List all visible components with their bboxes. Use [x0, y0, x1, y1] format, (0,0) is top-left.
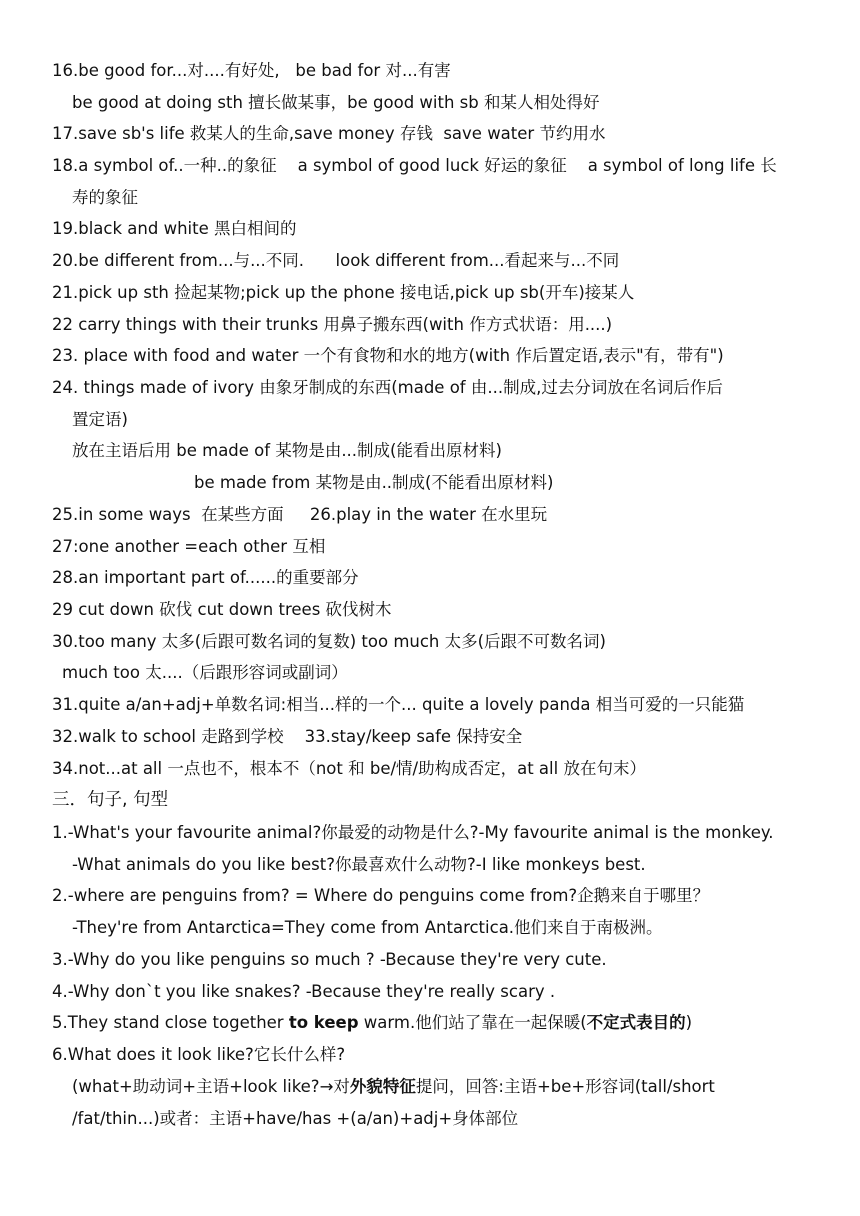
vocab-item-30: 30.too many 太多(后跟可数名词的复数) too much 太多(后跟不可数名词): [52, 632, 606, 651]
sentence-6-note-part-1: (what+助动词+主语+look like?→对: [72, 1077, 350, 1096]
vocab-item-22: 22 carry things with their trunks 用鼻子搬东西(with 作方式状语：用....): [52, 315, 613, 334]
sentence-5-bold-note: 不定式表目的: [586, 1013, 686, 1032]
vocab-item-24: 24. things made of ivory 由象牙制成的东西(made of 由...制成,过去分词放在名词后作后: [52, 378, 723, 397]
sentence-5-part-2: warm.他们站了靠在一起保暖(: [358, 1013, 587, 1032]
vocab-item-24-cont: 置定语): [72, 410, 128, 429]
sentence-6-bold-appearance: 外貌特征: [349, 1077, 416, 1096]
vocab-item-29: 29 cut down 砍伐 cut down trees 砍伐树木: [52, 600, 392, 619]
vocab-item-34: 34.not...at all 一点也不，根本不（not 和 be/情/助构成否定，at all 放在句末）: [52, 759, 646, 778]
vocab-item-20: 20.be different from...与...不同. look different from...看起来与...不同: [52, 251, 620, 270]
sentence-5: [52, 1012, 692, 1034]
vocab-item-19: 19.black and white 黑白相间的: [52, 219, 297, 238]
vocab-item-23: 23. place with food and water 一个有食物和水的地方(with 作后置定语,表示"有，带有"): [52, 346, 724, 365]
sentence-6-note-2: /fat/thin...)或者：主语+have/has +(a/an)+adj+身体部位: [72, 1109, 519, 1128]
sentence-5-part-3: ): [685, 1013, 693, 1032]
vocab-item-16: 16.be good for...对....有好处, be bad for 对...有害: [52, 61, 451, 80]
vocab-item-30-cont: much too 太....（后跟形容词或副词）: [62, 663, 348, 682]
sentence-2: 2.-where are penguins from? = Where do penguins come from?企鹅来自于哪里？: [52, 886, 710, 905]
sentence-1: 1.-What's your favourite animal?你最爱的动物是什么?-My favourite animal is the monkey.: [52, 823, 774, 842]
vocab-item-24-note-1: 放在主语后用 be made of 某物是由...制成(能看出原材料): [72, 441, 502, 460]
vocab-item-17: 17.save sb's life 救某人的生命,save money 存钱 save water 节约用水: [52, 124, 606, 143]
vocab-item-16-cont: be good at doing sth 擅长做某事，be good with sb 和某人相处得好: [72, 93, 600, 112]
vocab-item-18-cont: 寿的象征: [72, 188, 138, 207]
vocab-item-18: 18.a symbol of..一种..的象征 a symbol of good luck 好运的象征 a symbol of long life 长: [52, 156, 777, 175]
sentence-5-part-1: 5.They stand close together: [52, 1013, 289, 1032]
sentence-5-bold-to-keep: to keep: [288, 1013, 359, 1032]
vocab-item-27: 27:one another =each other 互相: [52, 537, 326, 556]
sentence-4: 4.-Why don`t you like snakes? -Because they're really scary .: [52, 982, 556, 1001]
sentence-2-cont: -They're from Antarctica=They come from Antarctica.他们来自于南极洲。: [72, 918, 663, 937]
section-heading-sentences: 三．句子, 句型: [52, 790, 169, 810]
vocab-item-32-33: 32.walk to school 走路到学校 33.stay/keep safe 保持安全: [52, 727, 523, 746]
vocab-item-25-26: 25.in some ways 在某些方面 26.play in the water 在水里玩: [52, 505, 548, 524]
vocab-item-31: 31.quite a/an+adj+单数名词:相当...样的一个... quite a lovely panda 相当可爱的一只能猫: [52, 695, 745, 714]
sentence-3: 3.-Why do you like penguins so much ? -Because they're very cute.: [52, 950, 607, 969]
vocab-item-21: 21.pick up sth 捡起某物;pick up the phone 接电话,pick up sb(开车)接某人: [52, 283, 635, 302]
sentence-6: 6.What does it look like?它长什么样?: [52, 1045, 346, 1064]
sentence-6-note-part-2: 提问，回答:主语+be+形容词(tall/short: [415, 1077, 715, 1096]
sentence-1-cont: -What animals do you like best?你最喜欢什么动物?-I like monkeys best.: [72, 855, 646, 874]
vocab-item-28: 28.an important part of......的重要部分: [52, 568, 359, 587]
vocab-item-24-note-2: be made from 某物是由..制成(不能看出原材料): [194, 473, 554, 492]
sentence-6-note-1: [72, 1076, 715, 1098]
